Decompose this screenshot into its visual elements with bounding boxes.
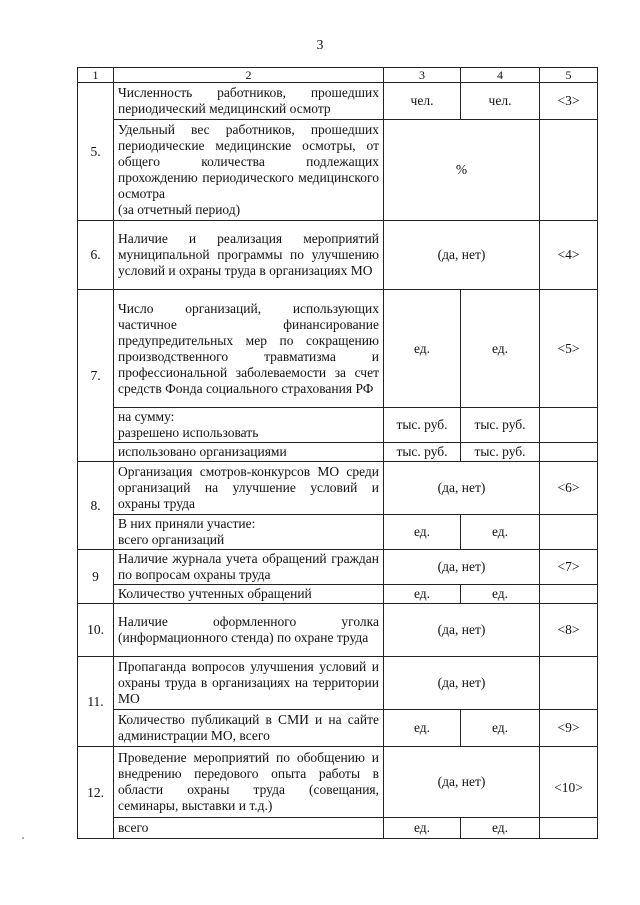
note-ref: <6> — [540, 462, 598, 515]
unit-cell: тыс. руб. — [461, 408, 540, 443]
note-ref: <3> — [540, 83, 598, 120]
note-ref: <9> — [540, 710, 598, 747]
table-row — [78, 462, 598, 515]
indicator-text: Наличие журнала учета обращений граждан по вопросам охраны труда — [114, 550, 384, 585]
indicator-text: всего — [114, 818, 384, 839]
table-row — [78, 83, 598, 120]
indicators-table — [77, 67, 598, 839]
note-ref: <7> — [540, 550, 598, 585]
note-empty — [540, 120, 598, 221]
unit-cell: ед. — [384, 515, 461, 550]
note-empty — [540, 443, 598, 462]
indicator-text: Наличие оформленного уголка (информационного стенда) по охране труда — [114, 604, 384, 657]
row-number: 5. — [78, 83, 114, 221]
note-empty — [540, 585, 598, 604]
unit-cell: ед. — [384, 290, 461, 408]
scan-speck — [22, 837, 24, 839]
header-col-5: 5 — [540, 68, 598, 83]
indicator-text-line-2: всего организаций — [118, 532, 225, 547]
unit-cell: ед. — [461, 818, 540, 839]
unit-cell: (да, нет) — [384, 221, 540, 290]
table-row — [78, 290, 598, 408]
indicator-text-main: Удельный вес работников, прошедших периодические медицинские осмотры, от общего количества подлежащих прохождению периодического медицинского осмотра — [118, 122, 379, 201]
indicator-text: Наличие и реализация мероприятий муниципальной программы по улучшению условий и охраны труда в организациях МО — [114, 221, 384, 290]
indicator-text-line-2: разрешено использовать — [118, 425, 259, 440]
unit-cell: тыс. руб. — [384, 443, 461, 462]
indicator-text: Проведение мероприятий по обобщению и внедрению передового опыта работы в области охраны труда (совещания, семинары, выставки и т.д.) — [114, 747, 384, 818]
note-ref: <4> — [540, 221, 598, 290]
table-row — [78, 120, 598, 221]
indicator-text-line-1: на сумму: — [118, 409, 175, 424]
unit-cell: (да, нет) — [384, 604, 540, 657]
table-row — [78, 657, 598, 710]
unit-cell: чел. — [384, 83, 461, 120]
note-ref: <8> — [540, 604, 598, 657]
unit-cell: ед. — [384, 710, 461, 747]
note-empty — [540, 818, 598, 839]
unit-cell: (да, нет) — [384, 462, 540, 515]
indicator-text — [114, 515, 384, 550]
note-empty — [540, 657, 598, 710]
row-number: 8. — [78, 462, 114, 550]
unit-cell: ед. — [461, 585, 540, 604]
unit-cell: ед. — [461, 515, 540, 550]
page-number: 3 — [316, 38, 324, 53]
unit-cell: (да, нет) — [384, 747, 540, 818]
table-row — [78, 550, 598, 585]
note-ref: <5> — [540, 290, 598, 408]
indicator-text: Количество публикаций в СМИ и на сайте администрации МО, всего — [114, 710, 384, 747]
unit-cell: тыс. руб. — [384, 408, 461, 443]
unit-cell: ед. — [384, 818, 461, 839]
unit-cell: % — [384, 120, 540, 221]
unit-cell: ед. — [461, 290, 540, 408]
table-row — [78, 408, 598, 443]
row-number: 10. — [78, 604, 114, 657]
note-empty — [540, 515, 598, 550]
row-number: 6. — [78, 221, 114, 290]
indicator-text — [114, 408, 384, 443]
unit-cell: (да, нет) — [384, 657, 540, 710]
indicator-text: Численность работников, прошедших периодический медицинский осмотр — [114, 83, 384, 120]
indicator-text — [114, 120, 384, 221]
header-col-4: 4 — [461, 68, 540, 83]
header-col-1: 1 — [78, 68, 114, 83]
unit-cell: ед. — [461, 710, 540, 747]
note-ref: <10> — [540, 747, 598, 818]
row-number: 7. — [78, 290, 114, 462]
table-row — [78, 710, 598, 747]
header-col-2: 2 — [114, 68, 384, 83]
indicator-text-line-1: В них приняли участие: — [118, 516, 256, 531]
table-row — [78, 443, 598, 462]
header-col-3: 3 — [384, 68, 461, 83]
unit-cell: тыс. руб. — [461, 443, 540, 462]
table-row — [78, 221, 598, 290]
row-number: 9 — [78, 550, 114, 604]
indicator-text: использовано организациями — [114, 443, 384, 462]
indicator-text: Пропаганда вопросов улучшения условий и охраны труда в организациях на территории МО — [114, 657, 384, 710]
table-row — [78, 604, 598, 657]
unit-cell: (да, нет) — [384, 550, 540, 585]
row-number: 12. — [78, 747, 114, 839]
header-row — [78, 68, 598, 83]
indicator-text-period: (за отчетный период) — [118, 202, 241, 217]
table-row — [78, 515, 598, 550]
row-number: 11. — [78, 657, 114, 747]
indicator-text: Количество учтенных обращений — [114, 585, 384, 604]
unit-cell: чел. — [461, 83, 540, 120]
table-row — [78, 747, 598, 818]
unit-cell: ед. — [384, 585, 461, 604]
note-empty — [540, 408, 598, 443]
indicator-text: Число организаций, использующих частичное финансирование предупредительных мер по сокращению производственного травматизма и профессиональной заболеваемости за счет средств Фонда социального страхования РФ — [114, 290, 384, 408]
table-row — [78, 585, 598, 604]
table-row — [78, 818, 598, 839]
indicator-text: Организация смотров-конкурсов МО среди организаций на улучшение условий и охраны труда — [114, 462, 384, 515]
